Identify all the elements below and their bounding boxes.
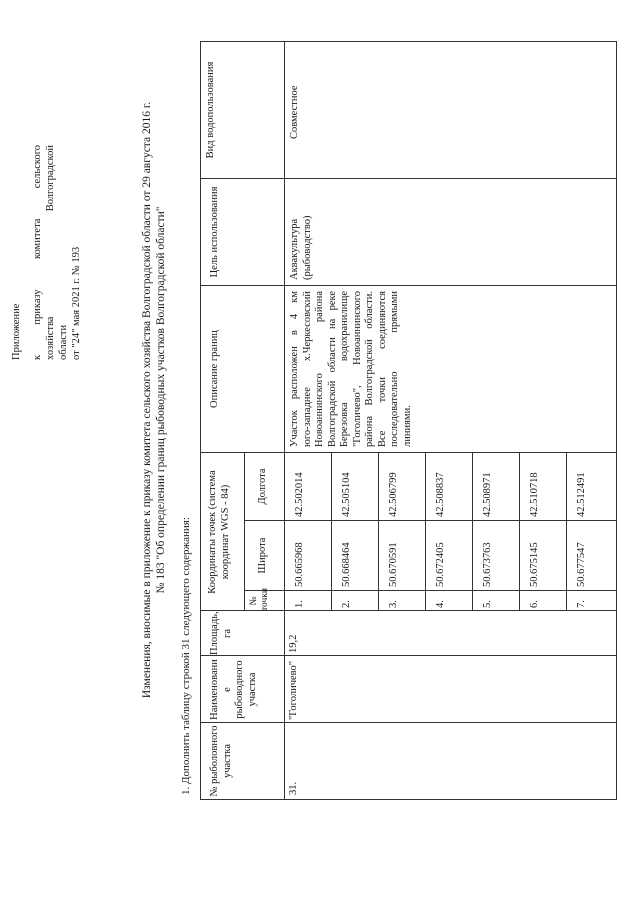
- description-line: "Гоголичево", Новоаннинского: [351, 291, 363, 447]
- header-plot-number: № рыболовного участка: [209, 725, 233, 797]
- point-number: 2.: [341, 600, 352, 608]
- point-longitude: 42.505104: [341, 472, 352, 517]
- document-title-line: № 183 "Об определении границ рыбоводных участков Волгоградской области": [155, 206, 167, 594]
- cell-area: 19,2: [288, 634, 299, 653]
- description-line: линиями.: [401, 405, 413, 447]
- description-line: Все точки соединяются: [376, 291, 388, 447]
- document-title-line: Изменения, вносимые в приложение к приказу комитета сельского хозяйства Волгоградской области от 29 августа 2016 г.: [141, 101, 153, 699]
- cell-water-use-type: Совместное: [289, 85, 300, 139]
- cell-purpose: Аквакультура (рыбоводство): [289, 215, 313, 280]
- point-number: 3.: [388, 600, 399, 608]
- description-line: юго-западнее х.Черкесовский: [301, 291, 313, 447]
- boundaries-table: [200, 41, 617, 800]
- appendix-block: [10, 145, 83, 360]
- point-latitude: 50.668464: [341, 542, 352, 587]
- point-number: 1.: [294, 600, 305, 608]
- point-number: 5.: [482, 600, 493, 608]
- point-longitude: 42.510718: [529, 472, 540, 517]
- appendix-line: к приказу комитета сельского: [32, 145, 43, 360]
- intro-text: 1. Дополнить таблицу строкой 31 следующего содержания:: [180, 517, 192, 795]
- point-latitude: 50.675145: [529, 542, 540, 587]
- description-line: Участок расположен в 4 км: [289, 291, 300, 447]
- header-longitude: Долгота: [257, 468, 268, 505]
- header-boundary-description: Описание границ: [209, 330, 220, 408]
- appendix-line: области: [58, 324, 69, 360]
- header-coordinates: Координаты точек (система координат WGS - 84): [207, 470, 231, 594]
- description-line: Березовка водохранилище: [339, 291, 350, 447]
- document-title: [140, 75, 168, 725]
- cell-boundary-description: [289, 291, 414, 447]
- description-line: Новоаннинского района: [314, 291, 325, 447]
- point-latitude: 50.673763: [482, 542, 493, 587]
- description-line: последовательно прямыми: [389, 291, 400, 447]
- point-number: 4.: [435, 600, 446, 608]
- point-number: 6.: [529, 600, 540, 608]
- cell-plot-number: 31.: [288, 781, 299, 795]
- appendix-title: Приложение: [11, 303, 22, 360]
- point-longitude: 42.506799: [388, 472, 399, 517]
- point-longitude: 42.502014: [294, 472, 305, 517]
- point-longitude: 42.512491: [576, 472, 587, 517]
- point-latitude: 50.672405: [435, 542, 446, 587]
- point-number: 7.: [576, 600, 587, 608]
- point-longitude: 42.508837: [435, 472, 446, 517]
- appendix-line: хозяйства Волгоградской: [45, 145, 56, 360]
- header-plot-name: Наименовани е рыбоводного участка: [209, 659, 258, 720]
- description-line: Волгоградской области на реке: [326, 291, 338, 447]
- header-point-number: № точки: [249, 587, 270, 611]
- point-longitude: 42.508971: [482, 472, 493, 517]
- point-latitude: 50.677547: [576, 542, 587, 587]
- header-water-use-type: Вид водопользования: [205, 61, 216, 159]
- appendix-line: от "24" мая 2021 г. № 193: [71, 246, 82, 360]
- header-latitude: Широта: [257, 537, 268, 574]
- cell-plot-name: "Гоголичево": [288, 660, 299, 720]
- description-line: района Волгоградской области.: [364, 291, 375, 447]
- point-latitude: 50.670591: [388, 542, 399, 587]
- header-area: Площадь, га: [209, 611, 233, 655]
- point-latitude: 50.665968: [294, 542, 305, 587]
- header-purpose: Цель использования: [209, 186, 220, 278]
